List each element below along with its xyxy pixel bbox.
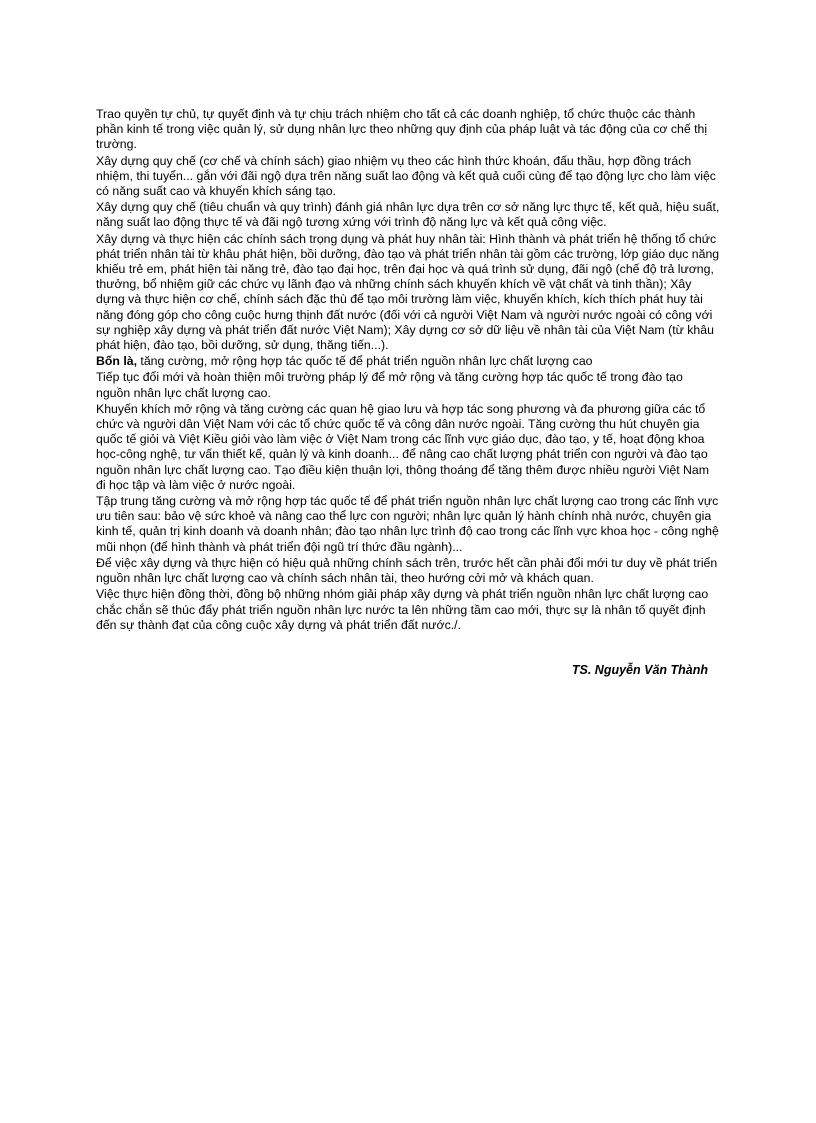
paragraph-conclusion: Việc thực hiện đồng thời, đồng bộ những nhóm giải pháp xây dựng và phát triển nguồn nhân lực chất lượng cao chắc chắn sẽ thúc đẩy phát triển nguồn nhân lực nước ta lên những tầm cao mới, thực sự là nhân tố quyết định đến sự thành đạt của công cuộc xây dựng và phát triển đất nước./. (96, 587, 709, 632)
section-heading-four (96, 354, 720, 369)
paragraph-evaluation-regulation: Xây dựng quy chế (tiêu chuẩn và quy trình) đánh giá nhân lực dựa trên cơ sở năng lực thực tế, kết quả, hiệu suất, năng suất lao động thực tế và đãi ngộ tương xứng với trình độ năng lực và kết quả công việc. (96, 200, 720, 230)
paragraph-autonomy: Trao quyền tự chủ, tự quyết định và tự chịu trách nhiệm cho tất cả các doanh nghiệp, tổ chức thuộc các thành phần kinh tế trong việc quản lý, sử dụng nhân lực theo những quy định của pháp luật và tác động của cơ chế thị trường. (96, 107, 708, 152)
paragraph-work-regulation: Xây dựng quy chế (cơ chế và chính sách) giao nhiệm vụ theo các hình thức khoán, đấu thầu, hợp đồng trách nhiệm, thi tuyển... gắn với đãi ngộ dựa trên năng suất lao động và kết quả cuối cùng để tạo động lực cho làm việc có năng suất cao và khuyến khích sáng tạo. (96, 153, 716, 199)
section-heading-text: tăng cường, mở rộng hợp tác quốc tế để phát triển nguồn nhân lực chất lượng cao (137, 354, 593, 369)
paragraph-talent-policy: Xây dựng và thực hiện các chính sách trọng dụng và phát huy nhân tài: Hình thành và phát triển hệ thống tổ chức phát triển nhân tài từ khâu phát hiện, bồi dưỡng, đào tạo và phát triển nhân tài gồm các trường, lớp giáo dục năng khiếu trẻ em, phát hiện tài năng trẻ, đào tạo đại học, trên đại học và quá trình sử dụng, đãi ngộ (chế độ trả lương, thưởng, bổ nhiệm giữ các chức vụ lãnh đạo và những chính sách khuyến khích về vật chất và tinh thần); Xây dựng và thực hiện cơ chế, chính sách đặc thù để tạo môi trường làm việc, khuyến khích, kích thích phát huy tài năng đóng góp cho công cuộc hưng thịnh đất nước (đối với cả người Việt Nam và người nước ngoài có công với sự nghiệp xây dựng và phát triển đất nước Việt Nam); Xây dựng cơ sở dữ liệu về nhân tài của Việt Nam (từ khâu phát hiện, đào tạo, bồi dưỡng, sử dụng, thăng tiến...). (96, 231, 720, 353)
paragraph-legal-environment: Tiếp tục đổi mới và hoàn thiện môi trường pháp lý để mở rộng và tăng cường hợp tác quốc tế trong đào tạo nguồn nhân lực chất lượng cao. (96, 370, 683, 400)
section-lead: Bốn là, (96, 354, 137, 369)
paragraph-priority-fields: Tập trung tăng cường và mở rộng hợp tác quốc tế để phát triển nguồn nhân lực chất lượng cao trong các lĩnh vực ưu tiên sau: bảo vệ sức khoẻ và nâng cao thể lực con người; nhân lực quản lý hành chính nhà nước, chuyên gia kinh tế, quản trị kinh doanh và doanh nhân; đào tạo nhân lực trình độ cao trong các lĩnh vực khoa học - công nghệ mũi nhọn (để hình thành và phát triển đội ngũ trí thức đầu ngành)... (96, 494, 719, 554)
author-signature: TS. Nguyễn Văn Thành (571, 662, 708, 677)
paragraph-innovative-thinking: Để việc xây dựng và thực hiện có hiệu quả những chính sách trên, trước hết cần phải đổi mới tư duy về phát triển nguồn nhân lực chất lượng cao và chính sách nhân tài, theo hướng cởi mở và khách quan. (96, 555, 718, 586)
paragraph-international-exchange: Khuyến khích mở rộng và tăng cường các quan hệ giao lưu và hợp tác song phương và đa phương giữa các tổ chức và người dân Việt Nam với các tổ chức quốc tế và công dân nước ngoài. Tăng cường thu hút chuyên gia quốc tế giỏi và Việt Kiều giỏi vào làm việc ở Việt Nam trong các lĩnh vực giáo dục, đào tạo, y tế, hoạt động khoa học-công nghệ, tư vấn thiết kế, quản lý và kinh doanh... để nâng cao chất lượng phát triển con người và đào tạo nguồn nhân lực chất lượng cao. Tạo điều kiện thuận lợi, thông thoáng để tăng thêm được nhiều người Việt Nam đi học tập và làm việc ở nước ngoài. (96, 401, 710, 492)
document-body (96, 107, 720, 678)
